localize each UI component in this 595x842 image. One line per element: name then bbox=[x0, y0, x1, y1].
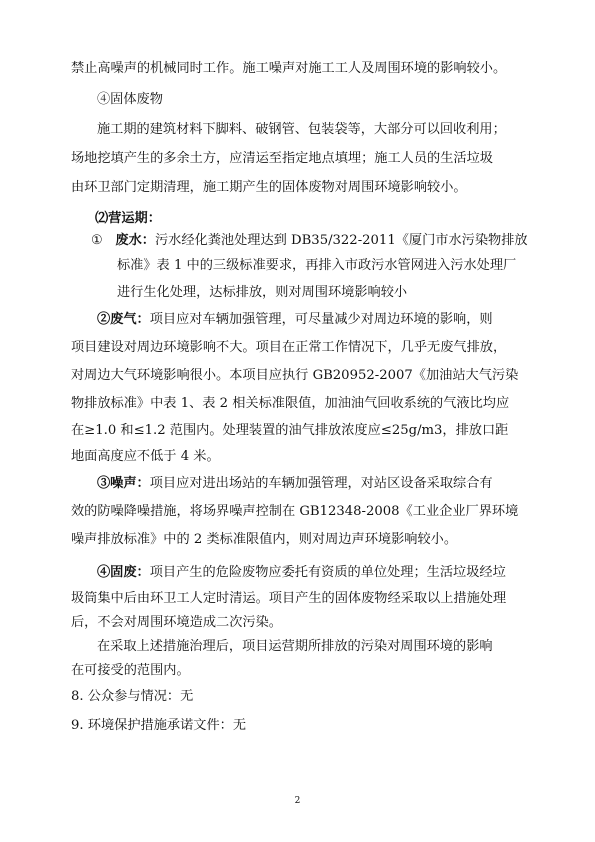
text-line-9 bbox=[117, 284, 407, 302]
text-line-17 bbox=[71, 503, 518, 521]
page-number bbox=[0, 795, 595, 807]
item-commitment-document bbox=[71, 717, 246, 735]
page-number-text: 2 bbox=[294, 796, 301, 806]
item-noise bbox=[97, 475, 493, 493]
text-line-4 bbox=[71, 150, 493, 168]
subheading-solid-waste bbox=[97, 91, 163, 109]
line-text: 后，不会对周围环境造成二次污染。 bbox=[71, 615, 282, 630]
text-line-1 bbox=[71, 60, 506, 78]
line-text: 物排放标准》中表 1、表 2 相关标准限值，加油油气回收系统的气液比均应 bbox=[71, 396, 510, 411]
item-text: 项目产生的危险废物应委托有资质的单位处理；生活垃圾经垃 bbox=[149, 565, 506, 580]
line-text: 施工期的建筑材料下脚料、破钢管、包装袋等，大部分可以回收利用； bbox=[97, 122, 506, 137]
item-heading: 废水： bbox=[115, 233, 155, 248]
text-line-14 bbox=[71, 422, 508, 440]
text-line-12 bbox=[71, 367, 518, 385]
line-text: 噪声排放标准》中的 2 类标准限值内，则对周边声环境影响较小。 bbox=[71, 532, 458, 547]
line-text: 8. 公众参与情况：无 bbox=[71, 689, 194, 704]
item-exhaust-gas bbox=[97, 311, 493, 329]
line-text: 禁止高噪声的机械同时工作。施工噪声对施工工人及周围环境的影响较小。 bbox=[71, 61, 507, 76]
text-line-11 bbox=[71, 339, 506, 357]
item-text: 污水经化粪池处理达到 DB35/322-2011《厦门市水污染物排放 bbox=[154, 233, 528, 248]
item-heading: ②废气： bbox=[97, 312, 150, 327]
line-text: 项目建设对周边环境影响不大。项目在正常工作情况下，几乎无废气排放， bbox=[71, 340, 507, 355]
text-line-3 bbox=[97, 121, 506, 139]
text-line-5 bbox=[71, 179, 467, 197]
line-text: 场地挖填产生的多余土方，应清运至指定地点填埋；施工人员的生活垃圾 bbox=[71, 151, 493, 166]
text-line-13 bbox=[71, 395, 509, 413]
line-text: 在可接受的范围内。 bbox=[71, 663, 190, 678]
line-text: ⑵营运期： bbox=[95, 211, 161, 226]
line-text: 对周边大气环境影响很小。本项目应执行 GB20952-2007《加油站大气污染 bbox=[71, 368, 519, 383]
text-line-18 bbox=[71, 531, 457, 549]
item-public-participation bbox=[71, 688, 193, 706]
item-heading: ④固废： bbox=[97, 565, 150, 580]
line-text: 在采取上述措施治理后，项目运营期所排放的污染对周围环境的影响 bbox=[97, 639, 493, 654]
line-text: 效的防噪降噪措施，将场界噪声控制在 GB12348-2008《工业企业厂界环境 bbox=[71, 504, 519, 519]
line-text: 9. 环境保护措施承诺文件：无 bbox=[71, 718, 247, 733]
item-heading: ③噪声： bbox=[97, 476, 150, 491]
line-text: 标准》表 1 中的三级标准要求，再排入市政污水管网进入污水处理厂 bbox=[117, 258, 517, 273]
text-line-21 bbox=[71, 614, 282, 632]
line-text: 地面高度应不低于 4 米。 bbox=[71, 449, 220, 464]
line-text: 在≥1.0 和≤1.2 范围内。处理装置的油气排放浓度应≤25g/m3，排放口距 bbox=[71, 423, 509, 438]
text-line-23 bbox=[71, 662, 190, 680]
line-text: 由环卫部门定期清理，施工期产生的固体废物对周围环境影响较小。 bbox=[71, 180, 467, 195]
item-number: ① bbox=[91, 233, 103, 248]
item-wastewater bbox=[91, 232, 528, 250]
item-text: 项目应对车辆加强管理，可尽量减少对周边环境的影响，则 bbox=[149, 312, 493, 327]
item-text: 项目应对进出场站的车辆加强管理，对站区设备采取综合有 bbox=[149, 476, 493, 491]
line-text: 进行生化处理，达标排放，则对周围环境影响较小 bbox=[117, 285, 408, 300]
text-line-20 bbox=[71, 590, 506, 608]
text-line-22 bbox=[97, 638, 493, 656]
text-line-8 bbox=[117, 257, 516, 275]
text-line-15 bbox=[71, 448, 220, 466]
section-heading-operation bbox=[95, 210, 161, 228]
item-solid-waste bbox=[97, 564, 506, 582]
line-text: 圾筒集中后由环卫工人定时清运。项目产生的固体废物经采取以上措施处理 bbox=[71, 591, 507, 606]
line-text: ④固体废物 bbox=[97, 92, 163, 107]
